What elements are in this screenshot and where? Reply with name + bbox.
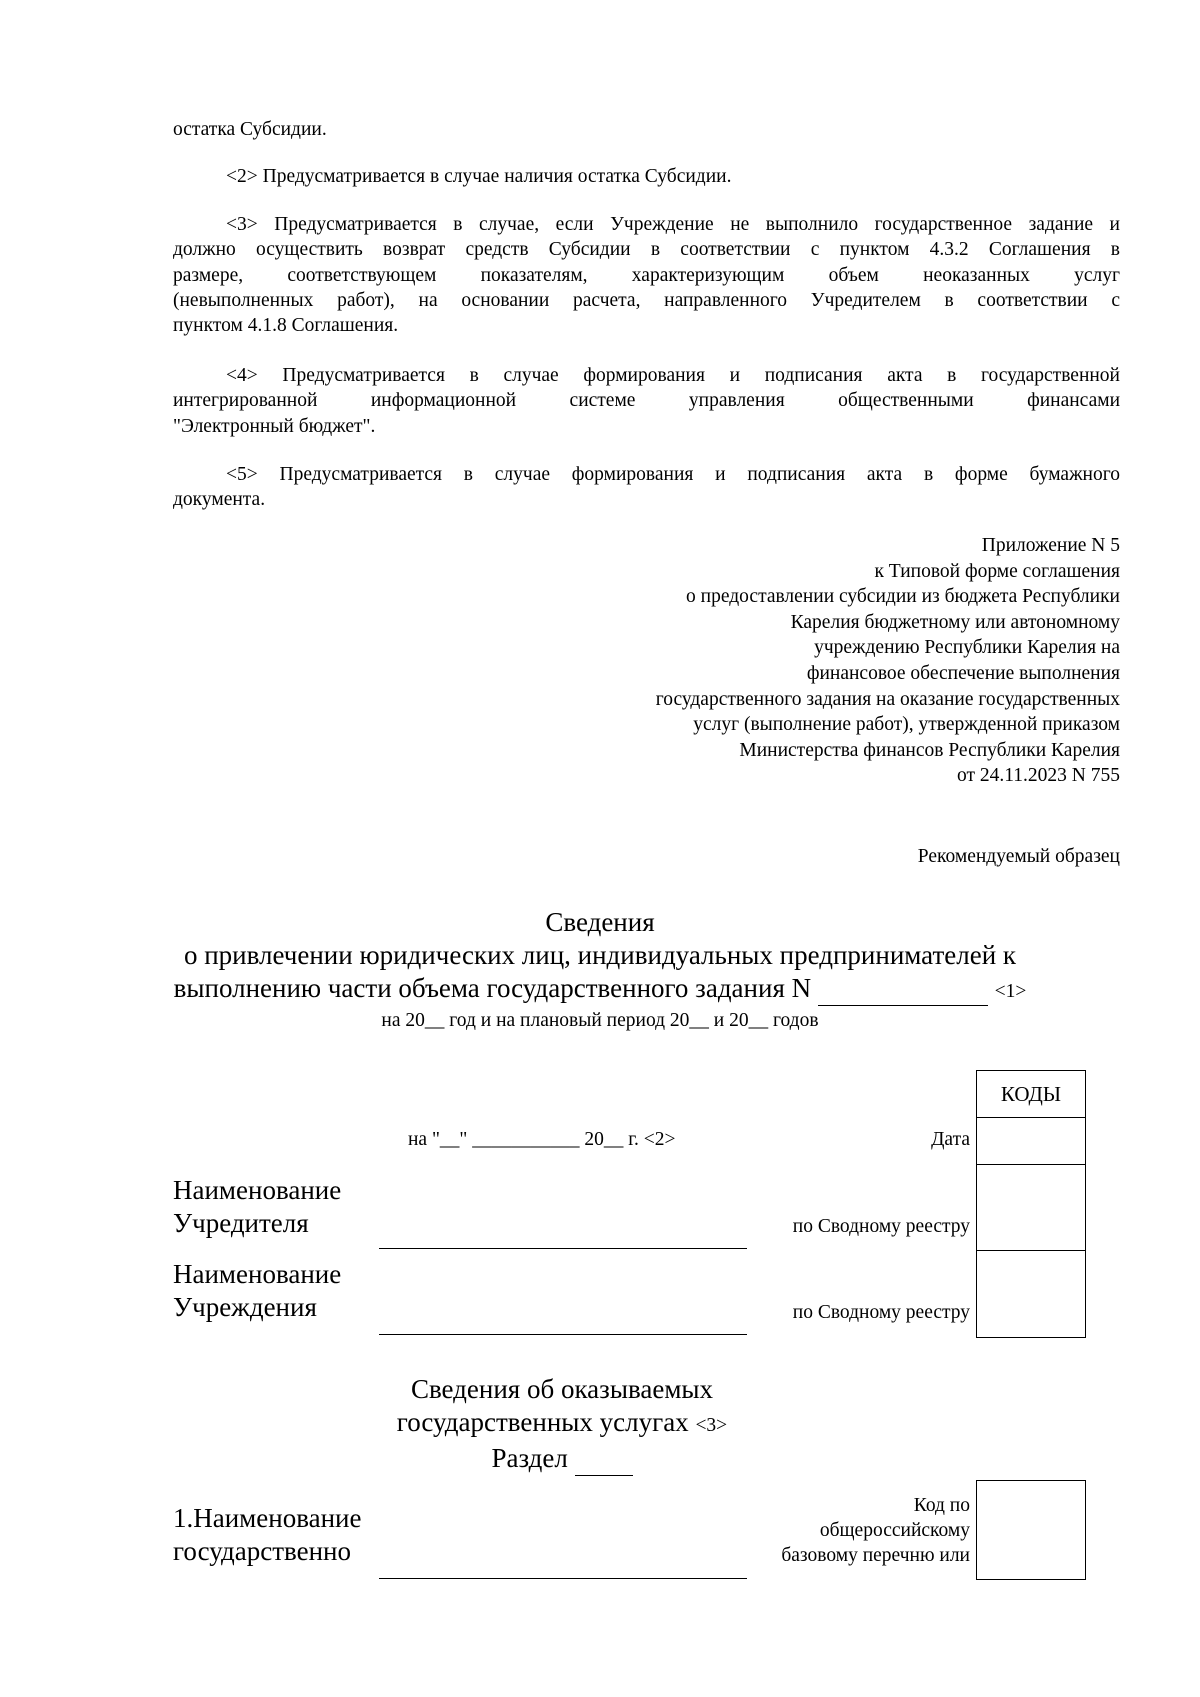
- title-line-4: на 20__ год и на плановый период 20__ и 20__ годов: [381, 1010, 819, 1031]
- institution-registry-label: по Сводному реестру: [792, 1302, 970, 1323]
- footnote-2: [173, 164, 1120, 189]
- services-title-line-2-text: государственных услугах: [396, 1407, 689, 1437]
- footnote-3-line: (невыполненных работ), на основании расчета, направленного Учредителем в соответствии с: [173, 289, 1120, 311]
- footnote-3-line: должно осуществить возврат средств Субсидии в соответствии с пунктом 4.3.2 Соглашения в: [173, 239, 1120, 261]
- footnote-3-line: размере, соответствующем показателям, характеризующим объем неоказанных услуг: [173, 264, 1120, 286]
- footnote-5: [173, 462, 1120, 513]
- service-name-field[interactable]: [379, 1578, 747, 1579]
- task-number-blank[interactable]: [818, 972, 988, 1006]
- appendix-line: услуг (выполнение работ), утвержденной приказом: [693, 714, 1120, 736]
- institution-label-line-1: Наименование: [173, 1259, 342, 1289]
- appendix-line: Министерства финансов Республики Карелия: [739, 739, 1120, 761]
- title-footnote-ref: <1>: [994, 981, 1027, 1002]
- founder-name-field[interactable]: [379, 1248, 747, 1249]
- codes-header-label: КОДЫ: [1000, 1082, 1062, 1106]
- footnote-3-line: пунктом 4.1.8 Соглашения.: [173, 315, 399, 337]
- base-list-code-label-line: базовому перечню или: [781, 1545, 970, 1566]
- footnote-1-text: остатка Субсидии.: [173, 119, 327, 140]
- footnote-4-line: интегрированной информационной системе управления общественными финансами: [173, 390, 1120, 412]
- founder-label-line-2: Учредителя: [173, 1208, 309, 1238]
- section-number-blank[interactable]: [575, 1442, 633, 1476]
- date-code-cell[interactable]: [976, 1117, 1086, 1166]
- appendix-line: государственного задания на оказание государственных: [655, 688, 1120, 710]
- service-name-label-line-1: 1.Наименование: [173, 1503, 362, 1533]
- appendix-header: [560, 533, 1120, 789]
- footnote-4-line: <4> Предусматривается в случае формирования и подписания акта в государственной: [226, 365, 1120, 386]
- services-title: [262, 1373, 862, 1476]
- footnote-3-line: <3> Предусматривается в случае, если Учреждение не выполнило государственное задание и: [226, 214, 1120, 235]
- footnote-4-line: "Электронный бюджет".: [173, 415, 376, 437]
- footnote-4: [173, 363, 1120, 439]
- institution-registry-code-cell[interactable]: [976, 1250, 1086, 1338]
- footnote-3: [173, 212, 1120, 338]
- title-line-1: Сведения: [545, 907, 655, 937]
- date-line: на "__" ___________ 20__ г. <2>: [408, 1129, 676, 1150]
- appendix-line: Приложение N 5: [981, 535, 1120, 556]
- services-footnote-ref: <3>: [695, 1415, 728, 1436]
- footnote-2-text: <2> Предусматривается в случае наличия остатка Субсидии.: [226, 166, 732, 187]
- institution-label-line-2: Учреждения: [173, 1292, 317, 1322]
- appendix-line: учреждению Республики Карелия на: [814, 637, 1120, 659]
- base-list-code-label-line: общероссийскому: [819, 1520, 970, 1541]
- base-list-code-label-line: Код по: [913, 1495, 970, 1516]
- founder-label-line-1: Наименование: [173, 1175, 342, 1205]
- title-line-2: о привлечении юридических лиц, индивидуальных предпринимателей к: [183, 940, 1017, 970]
- footnote-5-line: <5> Предусматривается в случае формирования и подписания акта в форме бумажного: [226, 464, 1120, 485]
- founder-registry-label: по Сводному реестру: [792, 1216, 970, 1237]
- codes-header-cell: [976, 1070, 1086, 1119]
- date-label: Дата: [931, 1129, 970, 1150]
- section-label: Раздел: [491, 1443, 568, 1473]
- recommended-sample-label: Рекомендуемый образец: [917, 846, 1120, 867]
- service-name-label-line-2: государственно: [173, 1536, 351, 1566]
- institution-name-field[interactable]: [379, 1334, 747, 1335]
- section-line: [262, 1442, 862, 1476]
- founder-registry-code-cell[interactable]: [976, 1164, 1086, 1252]
- appendix-line: о предоставлении субсидии из бюджета Республики: [686, 586, 1120, 608]
- footnote-1-tail: [173, 117, 1120, 142]
- appendix-line: финансовое обеспечение выполнения: [806, 662, 1120, 684]
- appendix-line: к Типовой форме соглашения: [874, 560, 1120, 582]
- services-title-line-2: [262, 1406, 862, 1442]
- services-title-line-1: Сведения об оказываемых: [410, 1374, 714, 1404]
- base-list-code-label: [781, 1493, 970, 1568]
- title-line-3-text: выполнению части объема государственного задания N: [173, 973, 812, 1003]
- base-list-code-cell[interactable]: [976, 1480, 1086, 1580]
- document-title: [150, 906, 1050, 1033]
- appendix-line: Карелия бюджетному или автономному: [790, 611, 1120, 633]
- appendix-line: от 24.11.2023 N 755: [957, 765, 1120, 787]
- footnote-5-line: документа.: [173, 489, 266, 511]
- title-line-3: [150, 972, 1050, 1008]
